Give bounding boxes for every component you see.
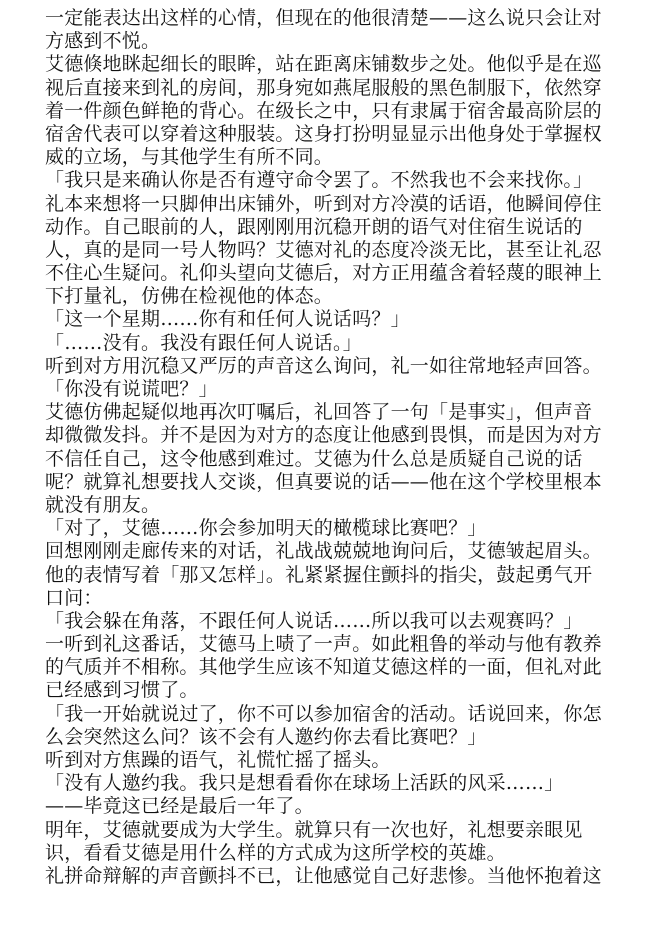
- text-line: 着一件颜色鲜艳的背心。在级长之中，只有隶属于宿舍最高阶层的: [45, 99, 602, 122]
- text-line: 「我会躲在角落，不跟任何人说话……所以我可以去观赛吗？」: [45, 609, 583, 632]
- text-line: 不住心生疑问。礼仰头望向艾德后，对方正用蕴含着轻蔑的眼神上: [45, 262, 602, 285]
- text-line: 么会突然这么问？该不会有人邀约你去看比赛吧？」: [45, 725, 487, 748]
- text-line: 方感到不悦。: [45, 30, 161, 53]
- text-line: 礼本来想将一只脚伸出床铺外，听到对方冷漠的话语，他瞬间停住: [45, 192, 602, 215]
- text-line: 「……没有。我没有跟任何人说话。」: [45, 331, 362, 354]
- text-line: 的气质并不相称。其他学生应该不知道艾德这样的一面，但礼对此: [45, 656, 602, 679]
- text-line: 听到对方用沉稳又严厉的声音这么询问，礼一如往常地轻声回答。: [45, 354, 602, 377]
- text-line: 他的表情写着「那又怎样」。礼紧紧握住颤抖的指尖，鼓起勇气开: [45, 563, 593, 586]
- text-line: 「这一个星期……你有和任何人说话吗？」: [45, 308, 410, 331]
- text-line: 艾德仿佛起疑似地再次叮嘱后，礼回答了一句「是事实」，但声音: [45, 401, 593, 424]
- text-line: 威的立场，与其他学生有所不同。: [45, 146, 334, 169]
- text-line: 艾德倏地眯起细长的眼眸，站在距离床铺数步之处。他似乎是在巡: [45, 53, 602, 76]
- text-line: 礼拼命辩解的声音颤抖不已，让他感觉自己好悲惨。当他怀抱着这: [45, 864, 602, 887]
- text-line: 「没有人邀约我。我只是想看看你在球场上活跃的风采……」: [45, 772, 564, 795]
- text-line: 人，真的是同一号人物吗？艾德对礼的态度冷淡无比，甚至让礼忍: [45, 238, 602, 261]
- text-line: 视后直接来到礼的房间，那身宛如燕尾服般的黑色制服下，依然穿: [45, 76, 602, 99]
- text-line: 动作。自己眼前的人，跟刚刚用沉稳开朗的语气对住宿生说话的: [45, 215, 583, 238]
- text-line: 回想刚刚走廊传来的对话，礼战战兢兢地询问后，艾德皱起眉头。: [45, 540, 602, 563]
- text-line: 「我一开始就说过了，你不可以参加宿舍的活动。话说回来，你怎: [45, 702, 602, 725]
- text-line: 下打量礼，仿佛在检视他的体态。: [45, 285, 334, 308]
- text-line: 听到对方焦躁的语气，礼慌忙摇了摇头。: [45, 749, 391, 771]
- text-line: 却微微发抖。并不是因为对方的态度让他感到畏惧，而是因为对方: [45, 424, 602, 447]
- text-line: ——毕竟这已经是最后一年了。: [45, 795, 314, 818]
- text-line: 不信任自己，这令他感到难过。艾德为什么总是质疑自己说的话: [45, 447, 583, 470]
- text-line: 一定能表达出这样的心情，但现在的他很清楚——这么说只会让对: [45, 7, 602, 29]
- text-line: 宿舍代表可以穿着这种服装。这身打扮明显显示出他身处于掌握权: [45, 122, 602, 145]
- text-line: 口问：: [45, 586, 103, 609]
- text-line: 「我只是来确认你是否有遵守命令罢了。不然我也不会来找你。」: [45, 169, 593, 192]
- text-line: 就没有朋友。: [45, 493, 161, 516]
- text-line: 一听到礼这番话，艾德马上啧了一声。如此粗鲁的举动与他有教养: [45, 633, 602, 656]
- text-line: 已经感到习惯了。: [45, 679, 199, 702]
- text-line: 呢？就算礼想要找人交谈，但真要说的话——他在这个学校里根本: [45, 470, 602, 493]
- text-line: 「你没有说谎吧？」: [45, 378, 218, 400]
- text-line: 「对了，艾德……你会参加明天的橄榄球比赛吧？」: [45, 517, 487, 540]
- text-line: 明年，艾德就要成为大学生。就算只有一次也好，礼想要亲眼见: [45, 818, 583, 841]
- text-line: 识，看看艾德是用什么样的方式成为这所学校的英雄。: [45, 841, 506, 864]
